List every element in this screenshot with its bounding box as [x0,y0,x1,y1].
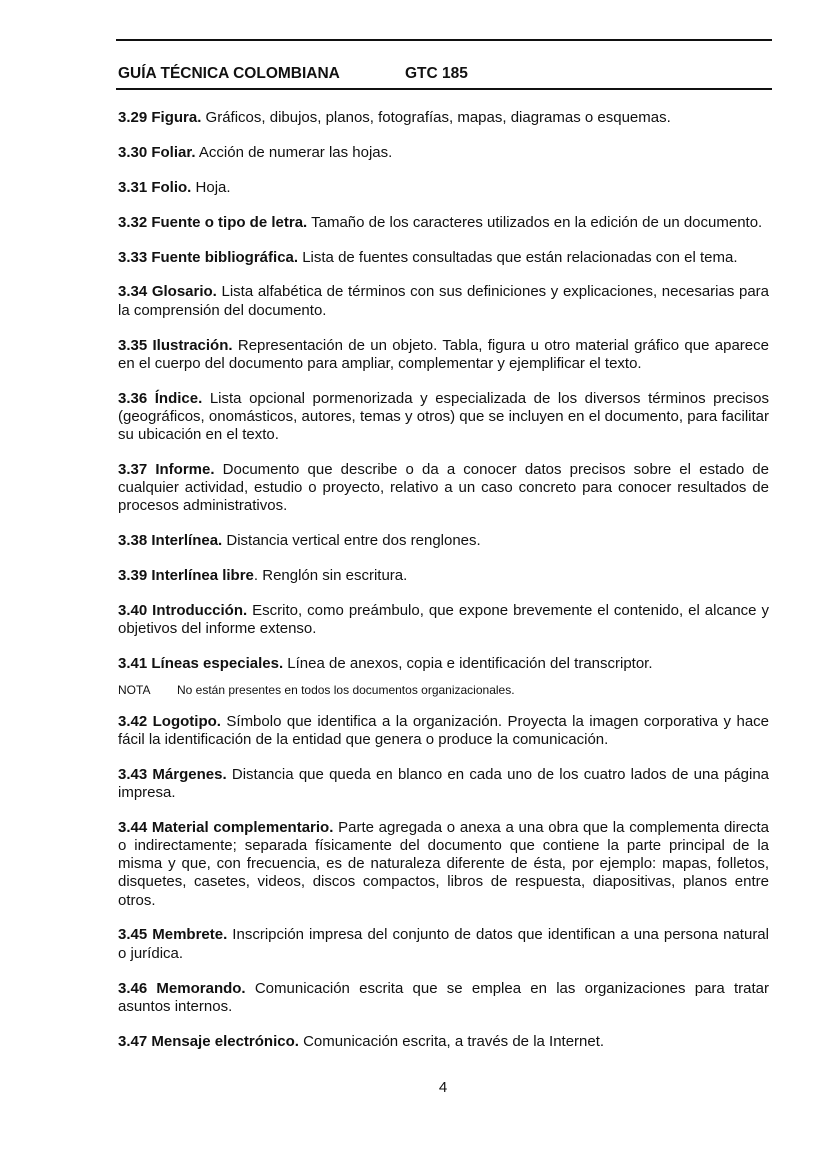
note-text: No están presentes en todos los documentos organizacionales. [177,683,515,697]
note-label: NOTA [118,683,151,697]
definition-3-42: 3.42 Logotipo. Símbolo que identifica a la organización. Proyecta la imagen corporativa y hace fácil la identificación de la entidad que genera o produce la comunicación. [118,712,769,748]
definition-3-30: 3.30 Foliar. Acción de numerar las hojas. [118,143,393,161]
definition-3-43: 3.43 Márgenes. Distancia que queda en blanco en cada uno de los cuatro lados de una página impresa. [118,765,769,801]
definition-3-31: 3.31 Folio. Hoja. [118,178,231,196]
definition-3-29: 3.29 Figura. Gráficos, dibujos, planos, fotografías, mapas, diagramas o esquemas. [118,109,671,126]
header-title: GUÍA TÉCNICA COLOMBIANA [118,65,340,82]
definition-3-47: 3.47 Mensaje electrónico. Comunicación escrita, a través de la Internet. [118,1032,605,1050]
definition-3-34: 3.34 Glosario. Lista alfabética de términos con sus definiciones y explicaciones, necesarias para la comprensión del documento. [118,283,769,319]
definition-3-40: 3.40 Introducción. Escrito, como preámbulo, que expone brevemente el contenido, el alcance y objetivos del informe extenso. [118,602,769,638]
definition-3-33: 3.33 Fuente bibliográfica. Lista de fuentes consultadas que están relacionadas con el tema. [118,248,738,266]
definition-3-38: 3.38 Interlínea. Distancia vertical entre dos renglones. [118,532,481,550]
header-top-rule [116,39,772,41]
definition-3-36: 3.36 Índice. Lista opcional pormenorizada y especializada de los diversos términos precisos (geográficos, onomásticos, autores, temas y otros) que se incluyen en el documento, para facilitar su ubicación en el texto. [118,389,770,444]
definitions-list [118,109,769,1068]
header-code: GTC 185 [405,65,468,82]
page-header [118,64,772,84]
note [118,682,769,698]
definition-3-44: 3.44 Material complementario. Parte agregada o anexa a una obra que la complementa directa o indirectamente; separada físicamente del documento que contiene la parte principal de la misma y que, con frecuencia, es de naturaleza diferente de ésta, por ejemplo: mapas, folletos, disquetes, casetes, videos, discos compactos, libros de respuesta, diapositivas, planos entre otros. [118,818,769,909]
definition-3-37: 3.37 Informe. Documento que describe o da a conocer datos precisos sobre el estado de cualquier actividad, estudio o proyecto, relativo a un caso concreto para conocer resultados de procesos administrativos. [118,460,769,515]
header-bottom-rule [116,88,772,90]
definition-3-39: 3.39 Interlínea libre. Renglón sin escritura. [118,567,408,585]
page-number: 4 [438,1079,448,1096]
definition-3-32: 3.32 Fuente o tipo de letra. Tamaño de los caracteres utilizados en la edición de un documento. [118,213,763,231]
definition-3-46: 3.46 Memorando. Comunicación escrita que se emplea en las organizaciones para tratar asuntos internos. [118,979,769,1015]
definition-3-41: 3.41 Líneas especiales. Línea de anexos, copia e identificación del transcriptor. [118,655,653,673]
definition-3-35: 3.35 Ilustración. Representación de un objeto. Tabla, figura u otro material gráfico que aparece en el cuerpo del documento para ampliar, complementar y ejemplificar el texto. [118,336,769,372]
definition-3-45: 3.45 Membrete. Inscripción impresa del conjunto de datos que identifican a una persona natural o jurídica. [118,926,769,962]
